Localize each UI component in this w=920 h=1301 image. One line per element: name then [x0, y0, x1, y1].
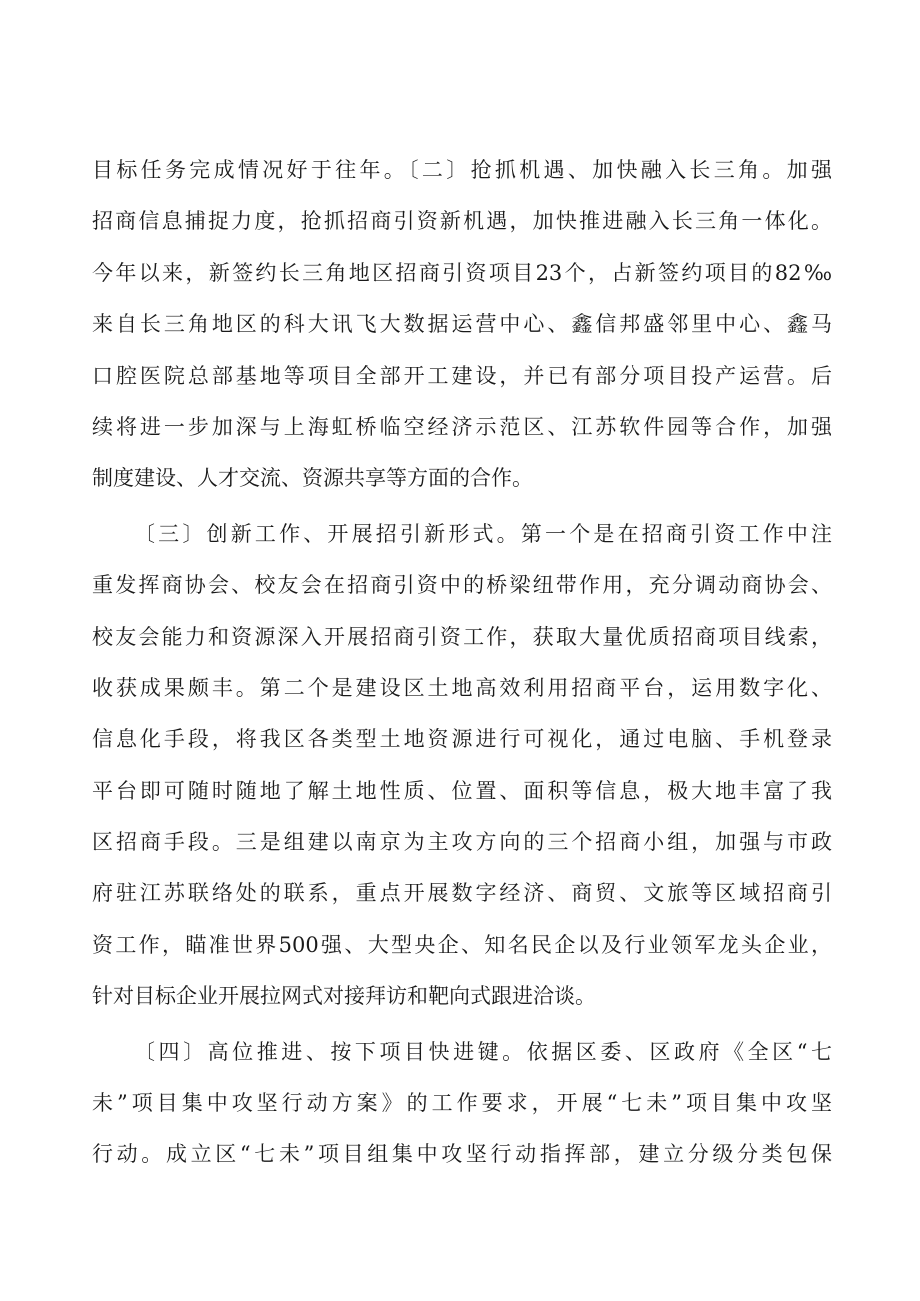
text-line: 行动。成立区“七未”项目组集中攻坚行动指挥部，建立分级分类包保	[92, 1142, 832, 1167]
text-line: 续将进一步加深与上海虹桥临空经济示范区、江苏软件园等合作，加强	[92, 414, 832, 439]
text-line: 校友会能力和资源深入开展招商引资工作，获取大量优质招商项目线索，	[92, 624, 832, 649]
text-line: 府驻江苏联络处的联系，重点开展数字经济、商贸、文旅等区域招商引	[92, 881, 832, 906]
text-line: 目标任务完成情况好于往年。〔二〕抢抓机遇、加快融入长三角。加强	[92, 158, 832, 182]
text-line: 今年以来，新签约长三角地区招商引资项目23个，占新签约项目的82‰	[92, 260, 832, 285]
text-line: 来自长三角地区的科大讯飞大数据运营中心、鑫信邦盛邻里中心、鑫马	[92, 312, 832, 337]
document-body	[92, 150, 832, 1186]
text-line: 收获成果颇丰。第二个是建设区土地高效利用招商平台，运用数字化、	[92, 675, 832, 700]
paragraph-start-line: 〔四〕高位推进、按下项目快进键。依据区委、区政府《全区“七	[134, 1039, 832, 1064]
text-line: 重发挥商协会、校友会在招商引资中的桥梁纽带作用，充分调动商协会、	[92, 573, 832, 598]
text-line: 针对目标企业开展拉网式对接拜访和靶向式跟进洽谈。	[92, 984, 596, 1009]
text-line: 未”项目集中攻坚行动方案》的工作要求，开展“七未”项目集中攻坚	[92, 1091, 832, 1116]
text-line: 资工作，瞄准世界500强、大型央企、知名民企以及行业领军龙头企业，	[92, 932, 832, 957]
text-line: 信息化手段，将我区各类型土地资源进行可视化，通过电脑、手机登录	[92, 727, 832, 752]
text-line: 招商信息捕捉力度，抢抓招商引资新机遇，加快推进融入长三角一体化。	[92, 209, 832, 234]
text-line: 平台即可随时随地了解土地性质、位置、面积等信息，极大地丰富了我	[92, 778, 832, 803]
text-line: 口腔医院总部基地等项目全部开工建设，并已有部分项目投产运营。后	[92, 363, 832, 388]
text-line: 制度建设、人才交流、资源共享等方面的合作。	[92, 466, 533, 491]
paragraph-start-line: 〔三〕创新工作、开展招引新形式。第一个是在招商引资工作中注	[134, 521, 832, 546]
text-line: 区招商手段。三是组建以南京为主攻方向的三个招商小组，加强与市政	[92, 830, 832, 855]
